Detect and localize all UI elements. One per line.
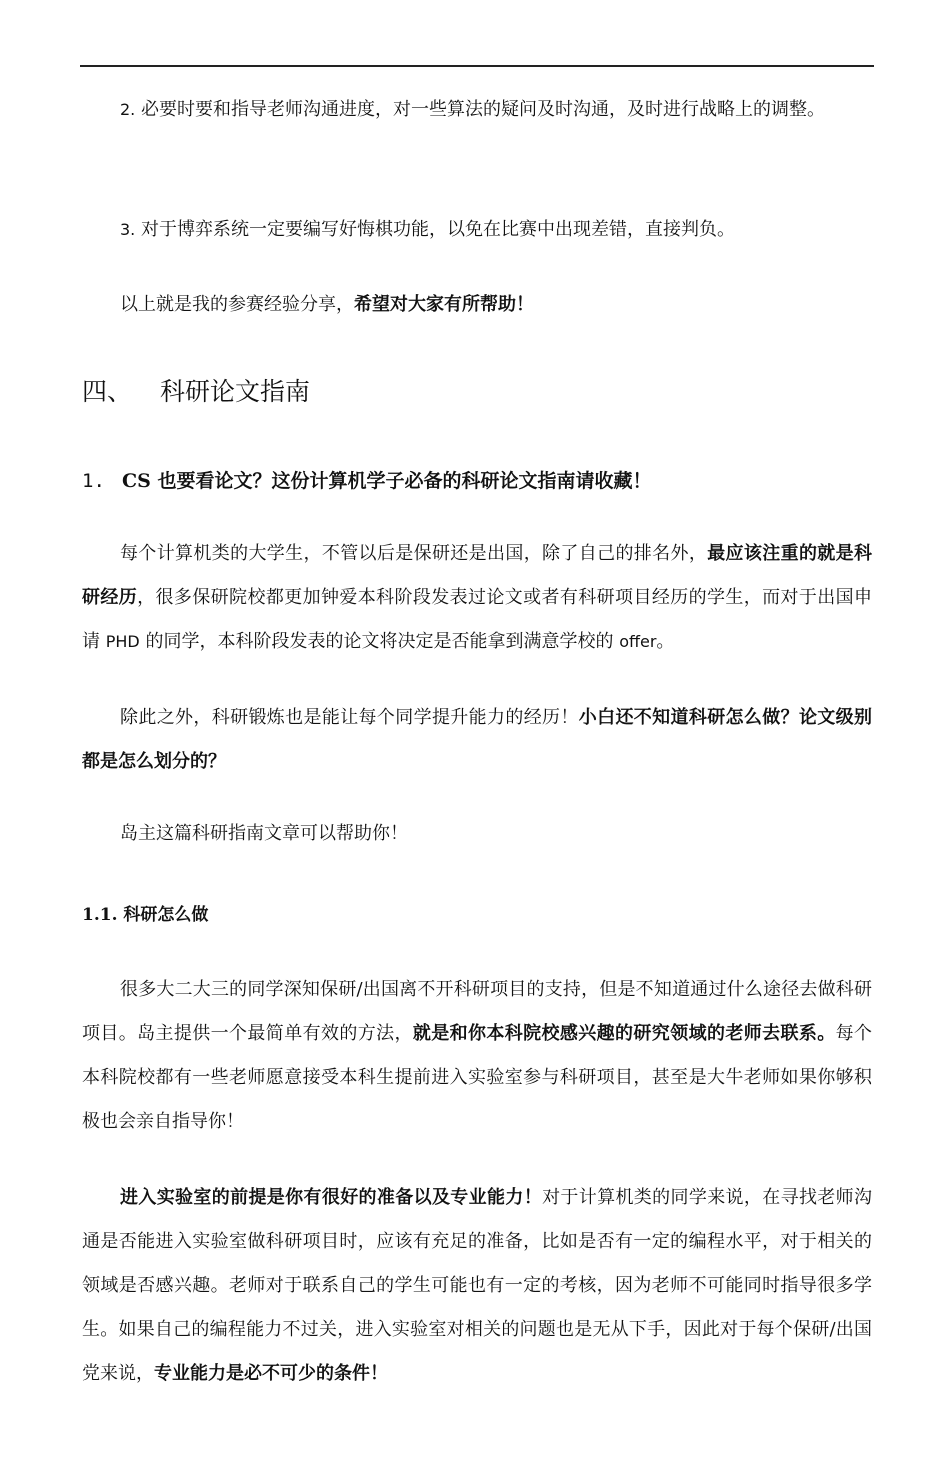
list-item-3: [82, 208, 872, 252]
list-item-text: 对于博弈系统一定要编写好悔棋功能，以免在比赛中出现差错，直接判负。: [141, 219, 735, 240]
text-run: 每个计算机类的大学生，不管以后是保研还是出国，除了自己的排名外，: [120, 543, 708, 564]
list-item-2: [82, 88, 872, 132]
list-number: 2.: [120, 100, 136, 119]
closing-bold-text: 希望对大家有所帮助！: [354, 294, 534, 315]
list-number: 3.: [120, 220, 136, 239]
text-run: 对于计算机类的同学来说，在寻找老师沟通是否能进入实验室做科研项目时，应该有充足的准备，比如是否有一定的编程水平，对于相关的领域是否感兴趣。老师对于联系自己的学生可能也有一定的考核，因为老师不可能同时指导很多学生。如果自己的编程能力不过关，进入实验室对相关的问题也是无从下手，因此对于每个保研/出国党来说，: [82, 1187, 873, 1384]
text-run: 除此之外，科研锻炼也是能让每个同学提升能力的经历！: [120, 707, 579, 728]
subsection-title: CS 也要看论文？这份计算机学子必备的科研论文指南请收藏！: [122, 470, 652, 492]
text-run: 每个本科院校都有一些老师愿意接受本科生提前进入实验室参与科研项目，甚至是大牛老师如果你够积极也会亲自指导你！: [82, 1023, 873, 1132]
subsubsection-heading: [82, 897, 872, 933]
bold-run: 进入实验室的前提是你有很好的准备以及专业能力！: [120, 1187, 543, 1208]
bold-run: 就是和你本科院校感兴趣的研究领域的老师去联系。: [412, 1023, 836, 1044]
subsection-number: 1.: [82, 470, 105, 492]
closing-paragraph: [82, 283, 872, 327]
besides-paragraph: [82, 696, 872, 784]
how-paragraph: [82, 968, 872, 1144]
subsection-heading: [82, 461, 872, 501]
closing-text: 以上就是我的参赛经验分享，: [120, 294, 354, 315]
bold-run: 最应该注重的就是科研经历: [82, 543, 873, 608]
list-item-text: 必要时要和指导老师沟通进度，对一些算法的疑问及时沟通，及时进行战略上的调整。: [141, 99, 825, 120]
text-run: 。: [656, 631, 675, 652]
subsubsection-title: 1.1. 科研怎么做: [82, 905, 209, 925]
text-run: 岛主这篇科研指南文章可以帮助你！: [120, 823, 408, 844]
lab-paragraph: [82, 1176, 872, 1396]
island-paragraph: [82, 812, 872, 856]
bold-run: 小白还不知道科研怎么做？论文级别都是怎么划分的？: [82, 707, 872, 772]
header-rule: [80, 65, 874, 67]
text-run: 的同学，本科阶段发表的论文将决定是否能拿到满意学校的: [139, 631, 620, 652]
bold-run: 专业能力是必不可少的条件！: [154, 1363, 388, 1384]
latin-run: offer: [619, 632, 657, 651]
latin-run: PHD: [105, 632, 140, 651]
intro-paragraph: [82, 532, 872, 664]
section-number: 四、: [82, 377, 133, 406]
section-title: 科研论文指南: [160, 377, 311, 406]
text-run: ，很多保研院校都更加钟爱本科阶段发表过论文或者有科研项目经历的学生，而对于出国申请: [82, 587, 873, 652]
text-run: 很多大二大三的同学深知保研/出国离不开科研项目的支持，但是不知道通过什么途径去做科研项目。岛主提供一个最简单有效的方法，: [82, 979, 872, 1044]
section-heading: [82, 370, 872, 414]
